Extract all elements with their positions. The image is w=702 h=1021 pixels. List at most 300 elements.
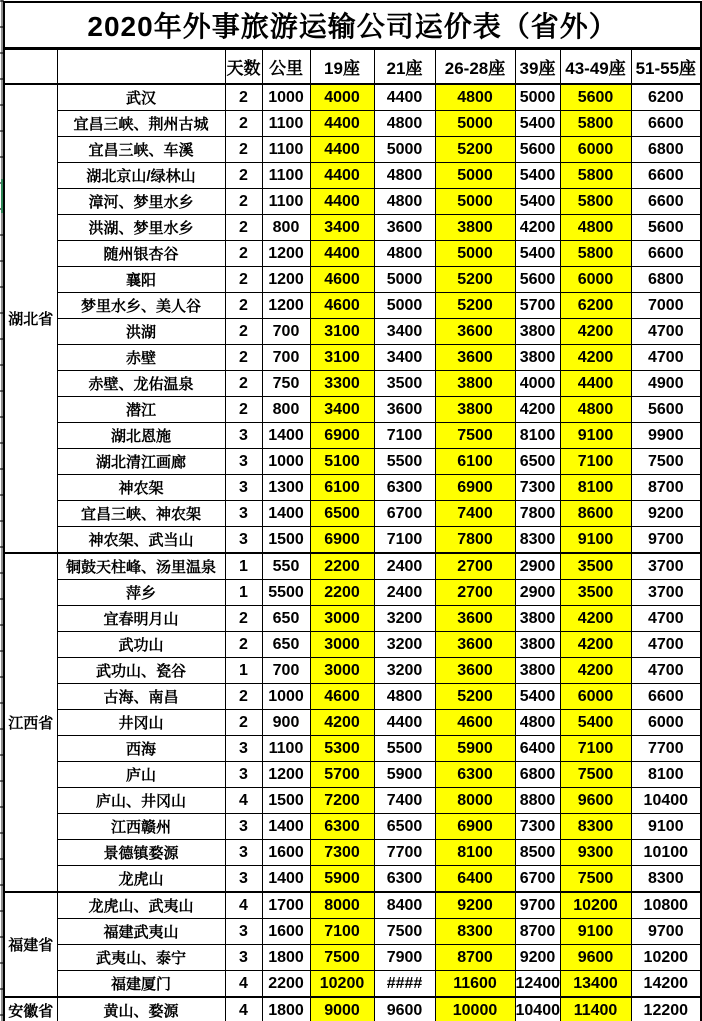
value-cell: 9200 [631, 501, 701, 527]
value-cell: 5400 [515, 684, 560, 710]
value-cell: 7100 [560, 736, 631, 762]
column-header-2: 19座 [310, 49, 374, 85]
value-cell: 9700 [631, 527, 701, 554]
value-cell: 1400 [262, 423, 310, 449]
table-row [4, 189, 701, 215]
destination-cell: 宜昌三峡、神农架 [57, 501, 225, 527]
value-cell: 9000 [310, 997, 374, 1021]
value-cell: 700 [262, 658, 310, 684]
table-row [4, 866, 701, 893]
destination-cell: 古海、南昌 [57, 684, 225, 710]
value-cell: 11400 [560, 997, 631, 1021]
value-cell: 2 [225, 319, 262, 345]
table-row [4, 527, 701, 554]
value-cell: 5000 [374, 267, 435, 293]
value-cell: 2700 [435, 580, 515, 606]
value-cell: 11600 [435, 971, 515, 998]
value-cell: 3800 [515, 606, 560, 632]
destination-cell: 宜昌三峡、荆州古城 [57, 111, 225, 137]
value-cell: 3 [225, 501, 262, 527]
value-cell: 3 [225, 527, 262, 554]
value-cell: 5700 [515, 293, 560, 319]
value-cell: 4 [225, 788, 262, 814]
value-cell: 1100 [262, 137, 310, 163]
value-cell: 2 [225, 345, 262, 371]
value-cell: 3800 [435, 215, 515, 241]
table-row [4, 449, 701, 475]
column-header-0: 天数 [225, 49, 262, 85]
value-cell: 4400 [374, 84, 435, 111]
value-cell: 2 [225, 241, 262, 267]
value-cell: 3400 [374, 319, 435, 345]
destination-cell: 随州银杏谷 [57, 241, 225, 267]
value-cell: 8000 [435, 788, 515, 814]
value-cell: 3600 [435, 319, 515, 345]
column-header-3: 21座 [374, 49, 435, 85]
value-cell: 2 [225, 397, 262, 423]
value-cell: 4700 [631, 345, 701, 371]
value-cell: 4600 [435, 710, 515, 736]
value-cell: 1000 [262, 684, 310, 710]
column-header-4: 26-28座 [435, 49, 515, 85]
value-cell: 4400 [310, 241, 374, 267]
value-cell: 10000 [435, 997, 515, 1021]
value-cell: 3 [225, 449, 262, 475]
value-cell: 1200 [262, 293, 310, 319]
value-cell: 5400 [515, 111, 560, 137]
province-label: 湖北省 [4, 84, 57, 553]
value-cell: 6400 [435, 866, 515, 893]
table-row [4, 710, 701, 736]
value-cell: 9600 [374, 997, 435, 1021]
value-cell: 6500 [374, 814, 435, 840]
value-cell: 3 [225, 840, 262, 866]
value-cell: 7800 [435, 527, 515, 554]
value-cell: 8100 [560, 475, 631, 501]
destination-cell: 襄阳 [57, 267, 225, 293]
value-cell: 5500 [262, 580, 310, 606]
value-cell: 7500 [310, 945, 374, 971]
value-cell: 9100 [560, 423, 631, 449]
value-cell: 4 [225, 997, 262, 1021]
table-row [4, 319, 701, 345]
value-cell: 5200 [435, 293, 515, 319]
value-cell: 1600 [262, 919, 310, 945]
value-cell: 5200 [435, 137, 515, 163]
value-cell: 9100 [631, 814, 701, 840]
value-cell: 4400 [310, 137, 374, 163]
corner-cell-destination [57, 49, 225, 85]
column-header-1: 公里 [262, 49, 310, 85]
value-cell: 3800 [515, 658, 560, 684]
value-cell: 1000 [262, 449, 310, 475]
table-row [4, 606, 701, 632]
value-cell: 3400 [374, 345, 435, 371]
destination-cell: 龙虎山、武夷山 [57, 892, 225, 919]
value-cell: 3400 [310, 397, 374, 423]
value-cell: 6600 [631, 241, 701, 267]
value-cell: 4200 [560, 632, 631, 658]
value-cell: 6900 [310, 527, 374, 554]
destination-cell: 洪湖、梦里水乡 [57, 215, 225, 241]
destination-cell: 武汉 [57, 84, 225, 111]
value-cell: 5000 [374, 293, 435, 319]
value-cell: 7400 [374, 788, 435, 814]
value-cell: 4400 [310, 163, 374, 189]
value-cell: 7500 [435, 423, 515, 449]
value-cell: 2 [225, 189, 262, 215]
value-cell: 4400 [310, 189, 374, 215]
value-cell: 9300 [560, 840, 631, 866]
value-cell: 7700 [631, 736, 701, 762]
value-cell: 7500 [560, 866, 631, 893]
value-cell: 4700 [631, 319, 701, 345]
value-cell: 8700 [631, 475, 701, 501]
value-cell: 2200 [262, 971, 310, 998]
value-cell: 4800 [374, 189, 435, 215]
value-cell: 6600 [631, 189, 701, 215]
value-cell: 1100 [262, 736, 310, 762]
value-cell: 1100 [262, 163, 310, 189]
value-cell: 4800 [435, 84, 515, 111]
value-cell: 5300 [310, 736, 374, 762]
value-cell: 1000 [262, 84, 310, 111]
value-cell: 8700 [435, 945, 515, 971]
value-cell: 4 [225, 971, 262, 998]
value-cell: 4800 [560, 397, 631, 423]
value-cell: 1100 [262, 189, 310, 215]
table-row [4, 997, 701, 1021]
table-row [4, 241, 701, 267]
value-cell: 4200 [560, 606, 631, 632]
value-cell: 10200 [560, 892, 631, 919]
value-cell: 9200 [515, 945, 560, 971]
value-cell: 4700 [631, 606, 701, 632]
destination-cell: 梦里水乡、美人谷 [57, 293, 225, 319]
value-cell: 1100 [262, 111, 310, 137]
value-cell: 7800 [515, 501, 560, 527]
value-cell: 7100 [560, 449, 631, 475]
destination-cell: 宜春明月山 [57, 606, 225, 632]
table-row [4, 840, 701, 866]
value-cell: 2 [225, 137, 262, 163]
province-label: 福建省 [4, 892, 57, 997]
value-cell: 8100 [631, 762, 701, 788]
destination-cell: 湖北京山/绿林山 [57, 163, 225, 189]
value-cell: 650 [262, 632, 310, 658]
destination-cell: 西海 [57, 736, 225, 762]
table-row [4, 919, 701, 945]
column-header-5: 39座 [515, 49, 560, 85]
destination-cell: 景德镇婺源 [57, 840, 225, 866]
value-cell: 1500 [262, 788, 310, 814]
table-row [4, 580, 701, 606]
value-cell: 5200 [435, 684, 515, 710]
value-cell: 8600 [560, 501, 631, 527]
value-cell: 3 [225, 866, 262, 893]
value-cell: 6600 [631, 684, 701, 710]
value-cell: 13400 [560, 971, 631, 998]
value-cell: 4000 [310, 84, 374, 111]
value-cell: 4400 [374, 710, 435, 736]
value-cell: 3 [225, 736, 262, 762]
value-cell: 4400 [560, 371, 631, 397]
value-cell: 4200 [560, 658, 631, 684]
value-cell: 4800 [374, 163, 435, 189]
value-cell: 1700 [262, 892, 310, 919]
corner-cell-province [4, 49, 57, 85]
value-cell: 6300 [374, 475, 435, 501]
value-cell: 5500 [374, 736, 435, 762]
value-cell: 2 [225, 111, 262, 137]
value-cell: 3200 [374, 632, 435, 658]
value-cell: 1600 [262, 840, 310, 866]
value-cell: 4400 [310, 111, 374, 137]
value-cell: 5400 [515, 189, 560, 215]
destination-cell: 湖北恩施 [57, 423, 225, 449]
value-cell: 3200 [374, 606, 435, 632]
value-cell: 4200 [515, 215, 560, 241]
table-row [4, 658, 701, 684]
value-cell: 6800 [515, 762, 560, 788]
title-row [4, 2, 701, 49]
table-row [4, 632, 701, 658]
value-cell: 4 [225, 892, 262, 919]
value-cell: 3 [225, 945, 262, 971]
value-cell: 3800 [515, 345, 560, 371]
value-cell: 6600 [631, 163, 701, 189]
destination-cell: 武夷山、泰宁 [57, 945, 225, 971]
value-cell: 7900 [374, 945, 435, 971]
value-cell: 7100 [374, 527, 435, 554]
value-cell: 6900 [435, 475, 515, 501]
value-cell: 3 [225, 475, 262, 501]
table-row [4, 84, 701, 111]
value-cell: 7300 [515, 814, 560, 840]
value-cell: 5000 [435, 163, 515, 189]
value-cell: 3500 [560, 553, 631, 580]
value-cell: 1 [225, 553, 262, 580]
value-cell: 1400 [262, 501, 310, 527]
value-cell: 6300 [374, 866, 435, 893]
destination-cell: 庐山、井冈山 [57, 788, 225, 814]
value-cell: 10200 [310, 971, 374, 998]
value-cell: 5100 [310, 449, 374, 475]
value-cell: 3300 [310, 371, 374, 397]
province-group [4, 892, 701, 997]
value-cell: 7400 [435, 501, 515, 527]
value-cell: 6000 [560, 684, 631, 710]
table-row [4, 971, 701, 998]
value-cell: 3600 [374, 397, 435, 423]
value-cell: 1 [225, 580, 262, 606]
value-cell: 8300 [560, 814, 631, 840]
destination-cell: 神农架、武当山 [57, 527, 225, 554]
value-cell: 3800 [515, 319, 560, 345]
value-cell: 2 [225, 84, 262, 111]
destination-cell: 井冈山 [57, 710, 225, 736]
value-cell: 5000 [374, 137, 435, 163]
table-row [4, 945, 701, 971]
value-cell: 5800 [560, 241, 631, 267]
destination-cell: 铜鼓天柱峰、汤里温泉 [57, 553, 225, 580]
value-cell: 3100 [310, 345, 374, 371]
value-cell: 3 [225, 762, 262, 788]
table-row [4, 345, 701, 371]
value-cell: 2900 [515, 553, 560, 580]
destination-cell: 赤壁 [57, 345, 225, 371]
value-cell: 9100 [560, 527, 631, 554]
value-cell: 8700 [515, 919, 560, 945]
value-cell: 6500 [310, 501, 374, 527]
value-cell: 6900 [310, 423, 374, 449]
value-cell: 5400 [515, 163, 560, 189]
value-cell: 6300 [435, 762, 515, 788]
page-title: 2020年外事旅游运输公司运价表（省外） [4, 2, 701, 49]
value-cell: 4800 [374, 684, 435, 710]
value-cell: 2 [225, 371, 262, 397]
value-cell: 5000 [435, 241, 515, 267]
value-cell: 3100 [310, 319, 374, 345]
value-cell: 5900 [435, 736, 515, 762]
value-cell: 3600 [374, 215, 435, 241]
value-cell: 9100 [560, 919, 631, 945]
table-row [4, 163, 701, 189]
value-cell: 3600 [435, 658, 515, 684]
value-cell: 8500 [515, 840, 560, 866]
destination-cell: 潜江 [57, 397, 225, 423]
value-cell: 4600 [310, 267, 374, 293]
destination-cell: 江西赣州 [57, 814, 225, 840]
value-cell: 1800 [262, 945, 310, 971]
value-cell: 8400 [374, 892, 435, 919]
value-cell: 4800 [374, 241, 435, 267]
value-cell: 7000 [631, 293, 701, 319]
value-cell: 1300 [262, 475, 310, 501]
value-cell: 6000 [560, 137, 631, 163]
destination-cell: 武功山、瓷谷 [57, 658, 225, 684]
value-cell: 6900 [435, 814, 515, 840]
value-cell: 6000 [631, 710, 701, 736]
value-cell: 2 [225, 684, 262, 710]
destination-cell: 福建厦门 [57, 971, 225, 998]
value-cell: 4000 [515, 371, 560, 397]
value-cell: 3500 [560, 580, 631, 606]
value-cell: 7300 [515, 475, 560, 501]
table-row [4, 501, 701, 527]
value-cell: 3700 [631, 580, 701, 606]
value-cell: 6600 [631, 111, 701, 137]
destination-cell: 洪湖 [57, 319, 225, 345]
value-cell: 6200 [631, 84, 701, 111]
value-cell: 7100 [374, 423, 435, 449]
value-cell: 1400 [262, 866, 310, 893]
value-cell: 9600 [560, 788, 631, 814]
value-cell: 2900 [515, 580, 560, 606]
value-cell: 7500 [631, 449, 701, 475]
value-cell: 5000 [435, 189, 515, 215]
value-cell: 8300 [631, 866, 701, 893]
table-row [4, 137, 701, 163]
table-row [4, 293, 701, 319]
value-cell: 9700 [631, 919, 701, 945]
value-cell: 5400 [515, 241, 560, 267]
destination-cell: 福建武夷山 [57, 919, 225, 945]
value-cell: 4900 [631, 371, 701, 397]
value-cell: 5600 [515, 267, 560, 293]
province-label: 安徽省 [4, 997, 57, 1021]
destination-cell: 龙虎山 [57, 866, 225, 893]
table-row [4, 423, 701, 449]
value-cell: 2400 [374, 553, 435, 580]
province-group [4, 997, 701, 1021]
value-cell: 2 [225, 293, 262, 319]
value-cell: 4200 [560, 319, 631, 345]
column-header-7: 51-55座 [631, 49, 701, 85]
value-cell: 7200 [310, 788, 374, 814]
value-cell: 8800 [515, 788, 560, 814]
value-cell: 2 [225, 215, 262, 241]
value-cell: 3800 [435, 371, 515, 397]
table-row [4, 397, 701, 423]
value-cell: 650 [262, 606, 310, 632]
value-cell: 8000 [310, 892, 374, 919]
value-cell: 8100 [515, 423, 560, 449]
value-cell: 2 [225, 267, 262, 293]
value-cell: 2 [225, 606, 262, 632]
value-cell: 4800 [560, 215, 631, 241]
value-cell: 3600 [435, 606, 515, 632]
value-cell: 4200 [515, 397, 560, 423]
value-cell: 5000 [435, 111, 515, 137]
price-table [3, 1, 702, 1021]
value-cell: 5900 [310, 866, 374, 893]
value-cell: 4200 [560, 345, 631, 371]
value-cell: 7500 [374, 919, 435, 945]
value-cell: 6700 [515, 866, 560, 893]
destination-cell: 庐山 [57, 762, 225, 788]
province-label: 江西省 [4, 553, 57, 892]
value-cell: 5200 [435, 267, 515, 293]
value-cell: 5000 [515, 84, 560, 111]
value-cell: 5800 [560, 163, 631, 189]
value-cell: 6400 [515, 736, 560, 762]
value-cell: 9200 [435, 892, 515, 919]
value-cell: 3800 [515, 632, 560, 658]
value-cell: 5600 [515, 137, 560, 163]
table-row [4, 215, 701, 241]
value-cell: 2 [225, 710, 262, 736]
value-cell: 6100 [310, 475, 374, 501]
destination-cell: 黄山、婺源 [57, 997, 225, 1021]
value-cell: 10800 [631, 892, 701, 919]
value-cell: 5600 [631, 397, 701, 423]
table-row [4, 788, 701, 814]
value-cell: 750 [262, 371, 310, 397]
value-cell: 3600 [435, 632, 515, 658]
value-cell: 2200 [310, 580, 374, 606]
value-cell: 6100 [435, 449, 515, 475]
table-row [4, 267, 701, 293]
value-cell: 7300 [310, 840, 374, 866]
value-cell: 5600 [631, 215, 701, 241]
value-cell: 3700 [631, 553, 701, 580]
value-cell: 10200 [631, 945, 701, 971]
table-row [4, 736, 701, 762]
value-cell: 800 [262, 215, 310, 241]
value-cell: 1200 [262, 762, 310, 788]
value-cell: 9600 [560, 945, 631, 971]
